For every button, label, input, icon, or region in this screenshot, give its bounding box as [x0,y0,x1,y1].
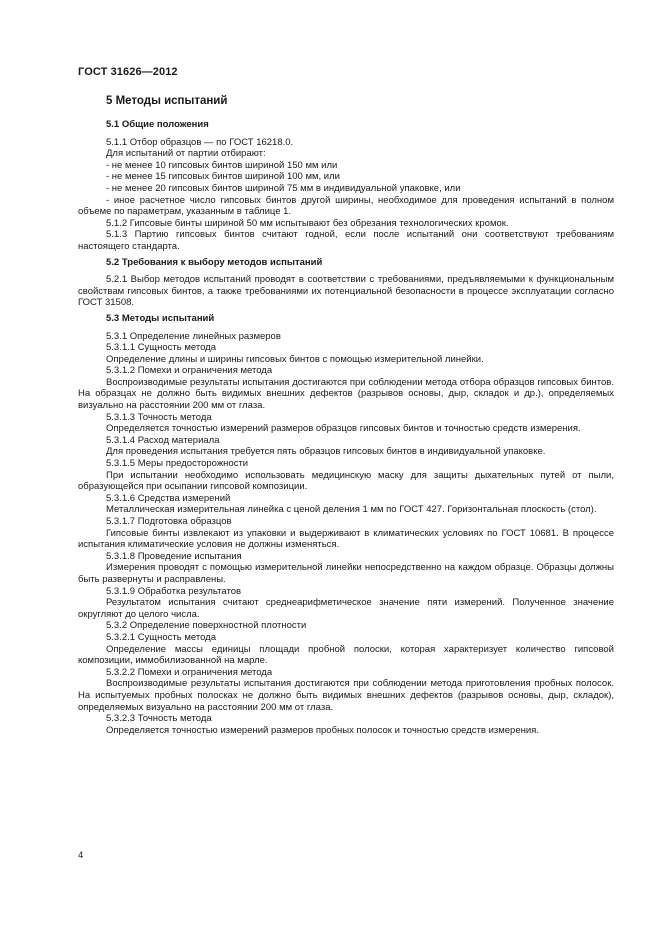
paragraph: Результатом испытания считают среднеарифметическое значение пяти измерений. Полученное значение округляют до целого числа. [78,597,614,620]
paragraph: 5.1.2 Гипсовые бинты шириной 50 мм испытывают без обрезания технологических кромок. [106,217,509,229]
paragraph: Определяется точностью измерений размеров образцов гипсовых бинтов и точностью средств измерения. [106,423,581,435]
paragraph: 5.3.1.2 Помехи и ограничения метода [106,365,273,377]
paragraph: 5.3.2.2 Помехи и ограничения метода [106,666,273,678]
list-item: - иное расчетное число гипсовых бинтов другой ширины, необходимое для проведения испытаний в полном объеме по параметрам, указанным в таблице 1. [78,194,614,218]
paragraph: 5.3.2.1 Сущность метода [106,631,216,643]
paragraph: Определяется точностью измерений размеров пробных полосок и точностью средств измерения. [106,724,539,736]
paragraph: Гипсовые бинты извлекают из упаковки и выдерживают в климатических условиях по ГОСТ 10681. В процессе испытания климатические условия не должны изменяться. [78,527,614,551]
document-body [78,94,614,736]
paragraph: 5.2.1 Выбор методов испытаний проводят в соответствии с требованиями, предъявляемыми к функциональным свойствам гипсовых бинтов, а также требованиями их потенциальной безопасности в процессе эксплуатации согласно ГОСТ 31508. [78,274,614,309]
subsection-heading: 5.3 Методы испытаний [106,312,215,324]
paragraph: 5.3.1.5 Меры предосторожности [106,458,249,470]
paragraph: Определение массы единицы площади пробной полоски, которая характеризует количество гипсовой композиции, иммобилизованной на марле. [78,643,614,667]
paragraph: 5.3.2.3 Точность метода [106,713,212,725]
document-header: ГОСТ 31626—2012 [78,66,178,78]
page-number: 4 [78,850,84,861]
paragraph: Определение длины и ширины гипсовых бинтов с помощью измерительной линейки. [106,353,484,365]
paragraph: Воспроизводимые результаты испытания достигаются при соблюдении метода приготовления пробных полосок. На испытуемых пробных полосках не должно быть видимых внешних дефектов (разрывов основы, дыр, складок), определяемых визуально на расстоянии 200 мм от глаза. [78,678,614,713]
paragraph: 5.3.1.1 Сущность метода [106,342,216,354]
list-item: - не менее 20 гипсовых бинтов шириной 75 мм в индивидуальной упаковке, или [106,182,461,194]
paragraph: Металлическая измерительная линейка с ценой деления 1 мм по ГОСТ 427. Горизонтальная плоскость (стол). [106,504,597,516]
paragraph: 5.3.1.8 Проведение испытания [106,550,242,562]
subsection-heading: 5.1 Общие положения [106,119,209,130]
paragraph: 5.3.1.3 Точность метода [106,411,212,423]
paragraph: 5.3.2 Определение поверхностной плотности [106,620,307,632]
paragraph: 5.3.1.4 Расход материала [106,434,220,446]
paragraph: При испытании необходимо использовать медицинскую маску для защиты дыхательных путей от пыли, образующейся при осыпании гипсовой композиции. [78,469,614,493]
paragraph: Измерения проводят с помощью измерительной линейки непосредственно на каждом образце. Образцы должны быть развернуты и расправлены. [78,562,614,585]
list-item: - не менее 10 гипсовых бинтов шириной 150 мм или [106,159,338,171]
paragraph: Для проведения испытания требуется пять образцов гипсовых бинтов в индивидуальной упаковке. [106,446,546,458]
subsection-heading: 5.2 Требования к выбору методов испытаний [106,256,323,268]
paragraph: 5.3.1 Определение линейных размеров [106,330,281,342]
paragraph: 5.3.1.7 Подготовка образцов [106,516,232,527]
paragraph: 5.3.1.9 Обработка результатов [106,585,242,597]
paragraph: 5.3.1.6 Средства измерений [106,492,231,504]
paragraph: 5.1.1 Отбор образцов — по ГОСТ 16218.0. [106,136,294,148]
paragraph: Воспроизводимые результаты испытания достигаются при соблюдении метода отбора образцов гипсовых бинтов. На образцах не должно быть видимых внешних дефектов (разрывов основы, дыр, складок и др.), определяемых визуально на расстоянии 200 мм от глаза. [78,376,614,412]
paragraph: 5.1.3 Партию гипсовых бинтов считают годной, если после испытаний они соответствуют требованиям настоящего стандарта. [78,229,614,252]
paragraph: Для испытаний от партии отбирают: [106,148,266,160]
list-item: - не менее 15 гипсовых бинтов шириной 100 мм, или [106,171,340,183]
section-title: 5 Методы испытаний [106,95,228,107]
